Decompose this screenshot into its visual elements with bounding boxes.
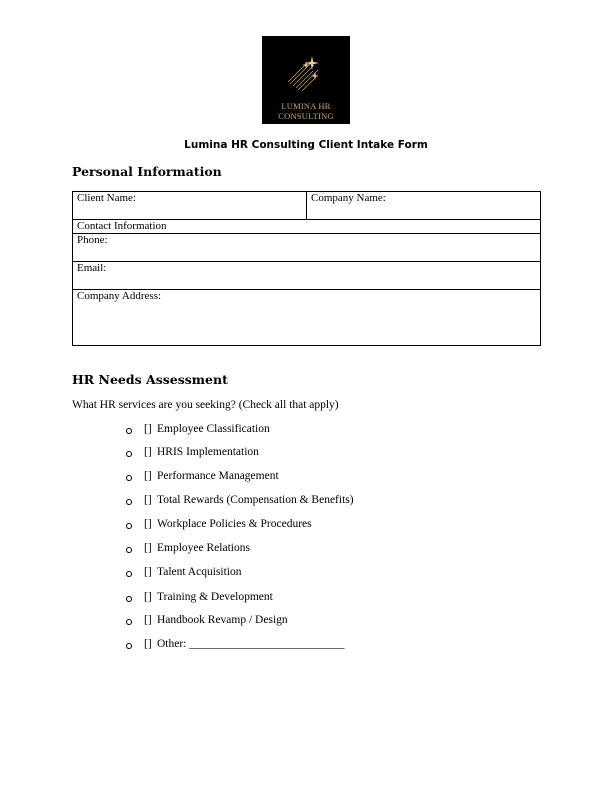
checkbox[interactable]: []	[144, 591, 152, 603]
checkbox[interactable]: []	[144, 542, 152, 554]
table-row	[73, 234, 540, 262]
service-label: Workplace Policies & Procedures	[157, 518, 312, 530]
bullet-icon	[126, 596, 132, 602]
bullet-icon	[126, 643, 132, 649]
services-question: What HR services are you seeking? (Check all that apply)	[72, 399, 339, 411]
checkbox[interactable]: []	[144, 494, 152, 506]
list-item[interactable]	[0, 591, 612, 607]
table-row	[73, 220, 540, 234]
bullet-icon	[126, 475, 132, 481]
contact-information-header	[73, 220, 540, 233]
bullet-icon	[126, 619, 132, 625]
list-item[interactable]	[0, 494, 612, 510]
service-label: Handbook Revamp / Design	[157, 614, 288, 626]
bullet-icon	[126, 428, 132, 434]
client-name-field[interactable]	[73, 192, 307, 219]
checkbox[interactable]: []	[144, 470, 152, 482]
service-label: Talent Acquisition	[157, 566, 242, 578]
service-label: Performance Management	[157, 470, 279, 482]
company-address-label: Company Address:	[77, 290, 162, 302]
personal-information-table	[72, 191, 541, 346]
list-item[interactable]	[0, 446, 612, 462]
email-label: Email:	[77, 262, 107, 274]
contact-information-label: Contact Information	[77, 220, 167, 232]
bullet-icon	[126, 571, 132, 577]
bullet-icon	[126, 523, 132, 529]
list-item[interactable]	[0, 423, 612, 439]
company-name-label: Company Name:	[311, 192, 386, 204]
list-item[interactable]	[0, 566, 612, 582]
logo-text-line-2: CONSULTING	[278, 111, 334, 121]
table-row	[73, 290, 540, 345]
service-label: Employee Relations	[157, 542, 250, 554]
company-logo	[262, 36, 350, 124]
bullet-icon	[126, 451, 132, 457]
list-item[interactable]	[0, 518, 612, 534]
list-item[interactable]	[0, 542, 612, 558]
table-row	[73, 262, 540, 290]
checkbox[interactable]: []	[144, 614, 152, 626]
other-service-field[interactable]: Other: ___________________________	[157, 638, 345, 650]
company-name-field[interactable]	[307, 192, 540, 219]
client-name-label: Client Name:	[77, 192, 136, 204]
service-label: Employee Classification	[157, 423, 270, 435]
hr-needs-assessment-heading: HR Needs Assessment	[72, 372, 228, 387]
service-label: HRIS Implementation	[157, 446, 259, 458]
checkbox[interactable]: []	[144, 446, 152, 458]
personal-information-heading: Personal Information	[72, 164, 222, 179]
service-label: Total Rewards (Compensation & Benefits)	[157, 494, 354, 506]
form-title: Lumina HR Consulting Client Intake Form	[184, 139, 428, 151]
phone-field[interactable]	[73, 234, 540, 261]
list-item[interactable]	[0, 614, 612, 630]
company-address-field[interactable]	[73, 290, 540, 345]
service-label: Training & Development	[157, 591, 273, 603]
phone-label: Phone:	[77, 234, 108, 246]
list-item[interactable]	[0, 638, 612, 654]
checkbox[interactable]: []	[144, 638, 152, 650]
bullet-icon	[126, 547, 132, 553]
checkbox[interactable]: []	[144, 518, 152, 530]
checkbox[interactable]: []	[144, 423, 152, 435]
table-row	[73, 192, 540, 220]
logo-text-line-1: LUMINA HR	[281, 101, 331, 111]
list-item[interactable]	[0, 470, 612, 486]
email-field[interactable]	[73, 262, 540, 289]
checkbox[interactable]: []	[144, 566, 152, 578]
bullet-icon	[126, 499, 132, 505]
